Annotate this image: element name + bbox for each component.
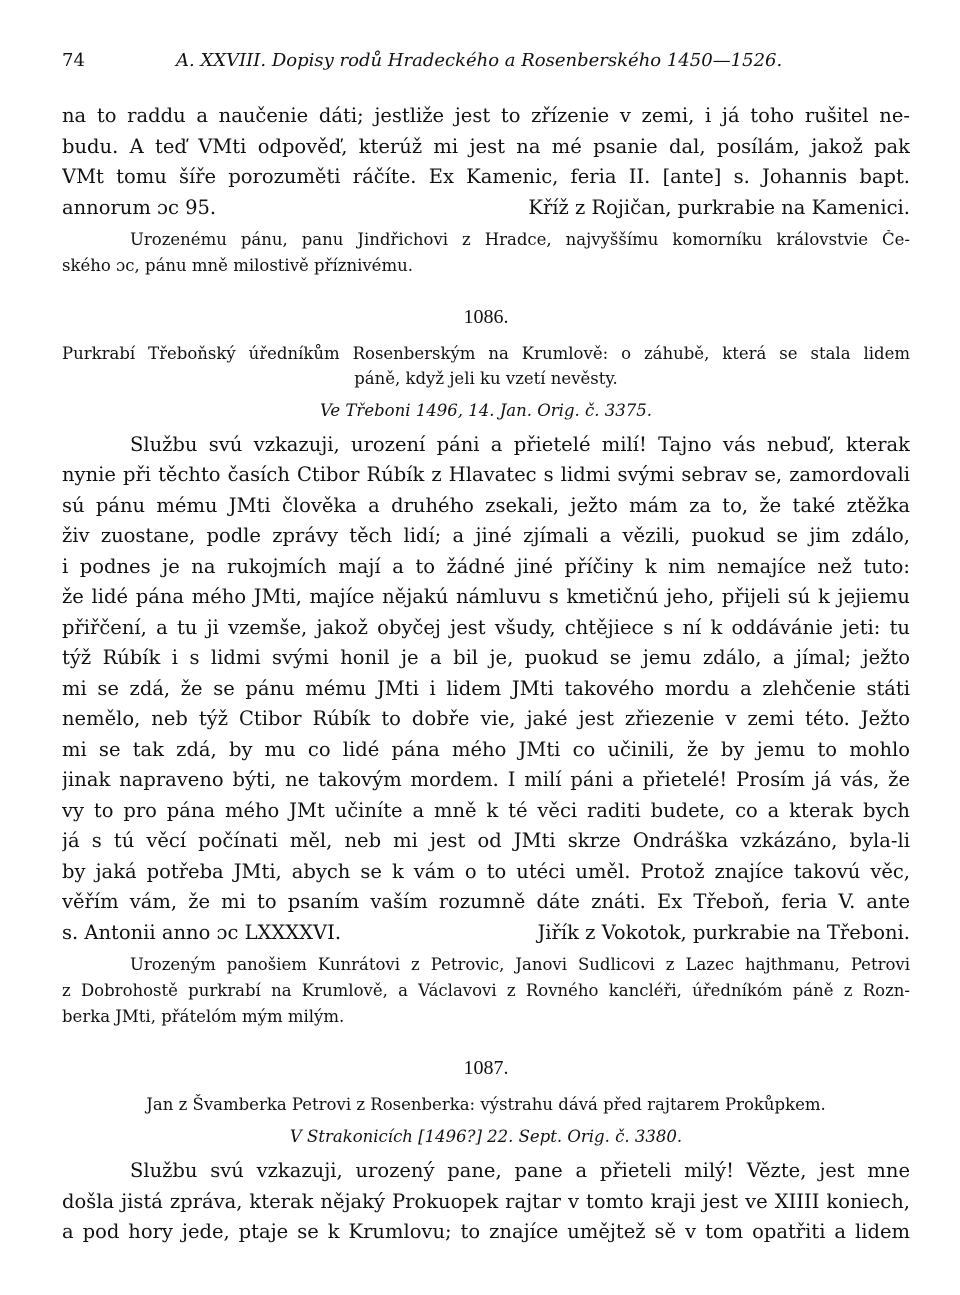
letter-text-line: došla jistá zpráva, kterak nějaký Prokuopek rajtar v tomto kraji jest ve XIIII koniech, xyxy=(62,1190,910,1213)
prev-letter-line: VMt tomu šíře porozuměti ráčíte. Ex Kamenic, feria II. [ante] s. Johannis bapt. xyxy=(62,165,910,188)
letter-closing-date: s. Antonii anno ɔc LXXXXVI. xyxy=(62,921,342,944)
document-place-date: Ve Třeboni 1496, 14. Jan. Orig. č. 3375. xyxy=(320,401,652,420)
letter-text-line: mi se zdá, že se pánu mému JMti i lidem JMti takového mordu a zlehčenie státi xyxy=(62,677,910,700)
letter-text-line: vy to pro pána mého JMt učiníte a mně k té věci raditi budete, co a kterak bych xyxy=(62,799,910,822)
letter-text-line: týž Rúbík i s lidmi svými honil je a bil je, puokud se jemu zdálo, a jímal; ježto xyxy=(62,646,910,669)
document-number: 1087. xyxy=(463,1057,509,1079)
document-number: 1086. xyxy=(463,306,509,328)
document-summary-line: Purkrabí Třeboňský úředníkům Rosenberským na Krumlově: o záhubě, která se stala lidem xyxy=(62,344,910,363)
letter-address-line: Urozeným panošiem Kunrátovi z Petrovic, Janovi Sudlicovi z Lazec hajthmanu, Petrovi xyxy=(130,955,910,974)
page-number: 74 xyxy=(62,50,85,71)
running-title: A. XXVIII. Dopisy rodů Hradeckého a Rosenberského 1450—1526. xyxy=(176,50,783,71)
letter-text-line: Službu svú vzkazuji, urození páni a přietelé milí! Tajno vás nebuď, kterak xyxy=(130,433,910,456)
letter-text-line: nemělo, neb týž Ctibor Rúbík to dobře vie, jaké jest zřiezenie v zemi této. Ježto xyxy=(62,707,910,730)
letter-text-line: mi se tak zdá, by mu co lidé pána mého JMti co učinili, že by jemu to mohlo xyxy=(62,738,910,761)
prev-letter-address-line: Urozenému pánu, panu Jindřichovi z Hradce, najvyššímu komorníku královstvie Če- xyxy=(130,230,910,249)
prev-letter-address-line: ského ɔc, pánu mně milostivě příznivému. xyxy=(62,256,413,275)
document-place-date: V Strakonicích [1496?] 22. Sept. Orig. č. 3380. xyxy=(289,1127,683,1146)
letter-text-line: já s tú věcí počínati měl, neb mi jest od JMti skrze Ondráška vzkázáno, byla-li xyxy=(62,829,910,852)
document-summary-line: páně, když jeli ku vzetí nevěsty. xyxy=(354,369,618,388)
letter-signature: Jiřík z Vokotok, purkrabie na Třeboni. xyxy=(537,921,910,944)
letter-text-line: Službu svú vzkazuji, urozený pane, pane a přieteli milý! Vězte, jest mne xyxy=(130,1159,910,1182)
prev-letter-line: na to raddu a naučenie dáti; jestliže jest to zřízenie v zemi, i já toho rušitel ne- xyxy=(62,104,910,127)
letter-text-line: a pod hory jede, ptaje se k Krumlovu; to znajíce umějtež sě v tom opatřiti a lidem xyxy=(62,1220,910,1243)
letter-address-line: berka JMti, přátelóm mým milým. xyxy=(62,1007,345,1026)
letter-text-line: jinak napraveno býti, ne takovým mordem. I milí páni a přietelé! Prosím já vás, že xyxy=(62,768,910,791)
document-summary: Jan z Švamberka Petrovi z Rosenberka: výstrahu dává před rajtarem Prokůpkem. xyxy=(146,1095,826,1114)
prev-letter-signature: Kříž z Rojičan, purkrabie na Kamenici. xyxy=(528,196,910,219)
letter-address-line: z Dobrohostě purkrabí na Krumlově, a Václavovi z Rovného kancléři, úředníkóm páně z Rozn- xyxy=(62,981,910,1000)
letter-text-line: by jaká potřeba JMti, abych se k vám o to utéci uměl. Protož znajíce takovú věc, xyxy=(62,860,910,883)
letter-text-line: sú pánu mému JMti člověka a druhého zsekali, ježto mám za to, že také ztěžka xyxy=(62,494,910,517)
prev-letter-closing-date: annorum ɔc 95. xyxy=(62,196,217,219)
prev-letter-line: budu. A teď VMti odpověď, kterúž mi jest na mé psanie dal, posílám, jakož pak xyxy=(62,135,910,158)
letter-text-line: že lidé pána mého JMti, majíce nějakú námluvu s kmetičnú jeho, přijeli sú k jejiemu xyxy=(62,585,910,608)
letter-text-line: nynie při těchto časích Ctibor Rúbík z Hlavatec s lidmi svými sebrav se, zamordovali xyxy=(62,463,910,486)
letter-text-line: i podnes je na rukojmích mají a to žádné jiné příčiny k nim nemajíce než tuto: xyxy=(62,555,910,578)
letter-text-line: přiřčení, a tu ji vzemše, jakož obyčej jest všudy, chtějiece s ní k oddávánie jeti: tu xyxy=(62,616,910,639)
letter-text-line: věřím vám, že mi to psaním vaším rozumně dáte znáti. Ex Třeboň, feria V. ante xyxy=(62,890,910,913)
letter-text-line: živ zuostane, podle zprávy těch lidí; a jiné zjímali a vězili, puokud se jim zdálo, xyxy=(62,524,910,547)
